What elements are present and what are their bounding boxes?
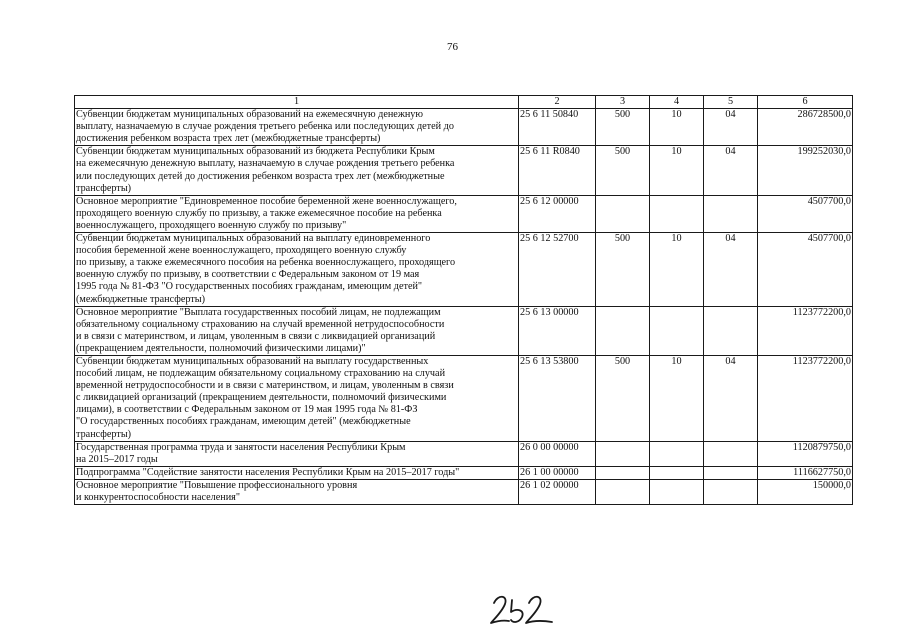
page-number: 76 bbox=[447, 41, 458, 53]
row-amount: 4507700,0 bbox=[758, 195, 853, 232]
row-amount: 199252030,0 bbox=[758, 146, 853, 195]
row-section: 10 bbox=[650, 109, 704, 146]
row-name: Субвенции бюджетам муниципальных образований на выплату государственных пособий лицам, не подлежащим обязательному социальному страхованию на случай временной нетрудоспособности и в связи с материнством, и лицам, уволенным в связи с ликвидацией организаций (прекращением деятельности, полномочий физическими лицами), в соответствии с Федеральным законом от 19 мая 1995 года № 81-ФЗ "О государственных пособиях гражданам, имеющим детей" (межбюджетные трансферты) bbox=[75, 355, 519, 441]
row-amount: 286728500,0 bbox=[758, 109, 853, 146]
row-expense-type bbox=[596, 306, 650, 355]
row-name: Субвенции бюджетам муниципальных образований на выплату единовременного пособия беременной жене военнослужащего, проходящего военную службу по призыву, а также ежемесячного пособия на ребенка военнослужащего, проходящего военную службу по призыву, в соответствии с Федеральным законом от 19 мая 1995 года № 81-ФЗ "О государственных пособиях гражданам, имеющим детей" (межбюджетные трансферты) bbox=[75, 233, 519, 307]
row-code: 26 1 00 00000 bbox=[519, 466, 596, 479]
row-expense-type: 500 bbox=[596, 233, 650, 307]
header-row bbox=[75, 96, 853, 109]
row-name: Государственная программа труда и занятости населения Республики Крым на 2015–2017 годы bbox=[75, 441, 519, 466]
row-code: 26 1 02 00000 bbox=[519, 479, 596, 504]
row-subsection: 04 bbox=[704, 146, 758, 195]
row-name: Основное мероприятие "Повышение профессионального уровня и конкурентоспособности населения" bbox=[75, 479, 519, 504]
table-row bbox=[75, 441, 853, 466]
row-section: 10 bbox=[650, 355, 704, 441]
row-section bbox=[650, 306, 704, 355]
row-amount: 1116627750,0 bbox=[758, 466, 853, 479]
table-row bbox=[75, 195, 853, 232]
row-code: 25 6 13 53800 bbox=[519, 355, 596, 441]
column-header-4: 4 bbox=[650, 96, 704, 109]
row-subsection: 04 bbox=[704, 109, 758, 146]
row-subsection bbox=[704, 479, 758, 504]
column-header-2: 2 bbox=[519, 96, 596, 109]
row-amount: 1120879750,0 bbox=[758, 441, 853, 466]
row-subsection: 04 bbox=[704, 355, 758, 441]
column-header-5: 5 bbox=[704, 96, 758, 109]
handwritten-page-number bbox=[488, 592, 558, 626]
row-expense-type: 500 bbox=[596, 146, 650, 195]
row-code: 25 6 12 52700 bbox=[519, 233, 596, 307]
table-row bbox=[75, 355, 853, 441]
row-code: 25 6 11 50840 bbox=[519, 109, 596, 146]
row-code: 25 6 13 00000 bbox=[519, 306, 596, 355]
row-subsection bbox=[704, 441, 758, 466]
row-subsection bbox=[704, 466, 758, 479]
row-code: 25 6 12 00000 bbox=[519, 195, 596, 232]
table-row bbox=[75, 146, 853, 195]
table-row bbox=[75, 466, 853, 479]
row-name: Субвенции бюджетам муниципальных образований из бюджета Республики Крым на ежемесячную денежную выплату, назначаемую в случае рождения третьего ребенка или последующих детей до достижения ребенком возраста трех лет (межбюджетные трансферты) bbox=[75, 146, 519, 195]
row-code: 25 6 11 R0840 bbox=[519, 146, 596, 195]
row-expense-type bbox=[596, 195, 650, 232]
row-section: 10 bbox=[650, 146, 704, 195]
row-name: Основное мероприятие "Единовременное пособие беременной жене военнослужащего, проходящего военную службу по призыву, а также ежемесячное пособие на ребенка военнослужащего, проходящего военную службу по призыву" bbox=[75, 195, 519, 232]
row-name: Субвенции бюджетам муниципальных образований на ежемесячную денежную выплату, назначаемую в случае рождения третьего ребенка или последующих детей до достижения ребенком возраста трех лет (межбюджетные трансферты) bbox=[75, 109, 519, 146]
row-amount: 1123772200,0 bbox=[758, 355, 853, 441]
column-header-3: 3 bbox=[596, 96, 650, 109]
row-subsection: 04 bbox=[704, 233, 758, 307]
table-row bbox=[75, 306, 853, 355]
row-code: 26 0 00 00000 bbox=[519, 441, 596, 466]
row-section: 10 bbox=[650, 233, 704, 307]
row-section bbox=[650, 466, 704, 479]
row-expense-type: 500 bbox=[596, 109, 650, 146]
row-expense-type bbox=[596, 466, 650, 479]
row-section bbox=[650, 195, 704, 232]
row-expense-type bbox=[596, 441, 650, 466]
budget-table bbox=[74, 95, 853, 505]
row-name: Основное мероприятие "Выплата государственных пособий лицам, не подлежащим обязательному социальному страхованию на случай временной нетрудоспособности и в связи с материнством, и лицам, уволенным в связи с ликвидацией организаций (прекращением деятельности, полномочий физическими лицами)" bbox=[75, 306, 519, 355]
row-section bbox=[650, 479, 704, 504]
row-expense-type: 500 bbox=[596, 355, 650, 441]
row-section bbox=[650, 441, 704, 466]
row-subsection bbox=[704, 306, 758, 355]
column-header-6: 6 bbox=[758, 96, 853, 109]
row-amount: 4507700,0 bbox=[758, 233, 853, 307]
row-expense-type bbox=[596, 479, 650, 504]
row-name: Подпрограмма "Содействие занятости населения Республики Крым на 2015–2017 годы" bbox=[75, 466, 519, 479]
table-row bbox=[75, 479, 853, 504]
table-row bbox=[75, 233, 853, 307]
table-row bbox=[75, 109, 853, 146]
column-header-1: 1 bbox=[75, 96, 519, 109]
row-subsection bbox=[704, 195, 758, 232]
row-amount: 150000,0 bbox=[758, 479, 853, 504]
row-amount: 1123772200,0 bbox=[758, 306, 853, 355]
